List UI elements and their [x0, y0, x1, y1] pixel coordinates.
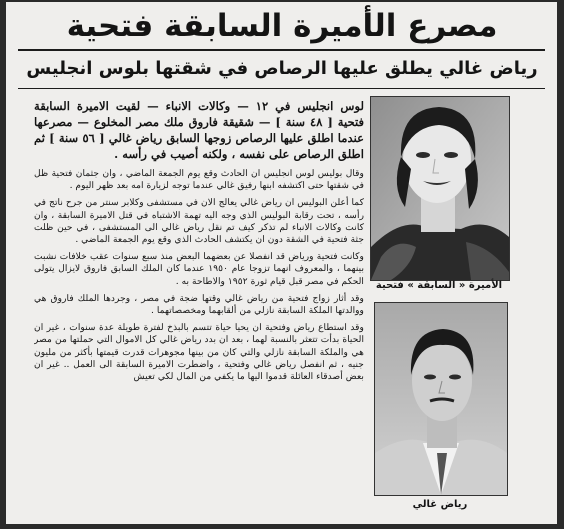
article-paragraph: وقد استطاع رياض وفتحية ان يحيا حياة تتسم بالبذخ لفترة طويلة عدة سنوات ، غير ان الحياة بدأت تتعثر بالنسبة لهما ، بعد ان بدد رياض غالي كل الاموال التي حملتها من مصر هي والملكة السابقة نازلي والتي كان من بينها مجوهرات قدرت قيمتها بأكثر من مليون جنيه ، ثم انفصل رياض غالي وفتحية ، واضطرت الاميرة السابقة الى العمل .. غير ان بعض أصدقاء العائلة قدموا اليها ما يكفي من المال لكي تعيش — [34, 322, 364, 383]
riad-ghali-photo — [374, 302, 508, 496]
article-lead: لوس انجليس في ١٢ — وكالات الانباء — لقيت الاميرة السابقة فتحية [ ٤٨ سنة ] — شقيقة فاروق ملك مصر المخلوع — مصرعها عندما اطلق عليها الرصاص زوجها السابق رياض غالي [ ٥٦ سنة ] ثم اطلق الرصاص على نفسه ، ولكنه أصيب في رأسه . — [34, 99, 364, 161]
headline-rule — [18, 49, 545, 51]
article-paragraph: وقد أثار زواج فتحية من رياض غالي وقتها ضجة في مصر ، وجردها الملك فاروق هي ووالدتها الملكة السابقة نازلي من ألقابهما ومخصصاتهما . — [34, 292, 364, 317]
article-paragraph: كما أعلن البوليس ان رياض غالي يعالج الان في مستشفى وكلابر سنتر من جرح ناتج في رأسه ، تحت رقابة البوليس الذي وجه اليه تهمة الاشتباه في قتل الاميرة السابقة ، وان كانت وكالات الانباء لم تذكر كيف تم نقل رياض غالي الى المستشفى ، في حين ظلت جثة فتحية في الشقة دون ان يكتشف الحادث الذي وقع يوم الجمعة الماضي . — [34, 197, 364, 246]
newspaper-clipping — [6, 2, 557, 524]
riad-ghali-caption: رياض غالي — [412, 499, 468, 510]
article-paragraph: وكانت فتحية ورياض قد انفصلا عن بعضهما البعض منذ سبع سنوات عقب خلافات نشبت بينهما ، والمعروف انهما تزوجا عام ١٩٥٠ عندما كان الملك السابق فاروق لايزال يتولى الحكم في مصر قبل قيام ثورة ١٩٥٢ والاطاحة به . — [34, 251, 364, 287]
princess-photo — [370, 96, 510, 281]
subheadline-rule — [18, 88, 545, 89]
subheadline: رياض غالي يطلق عليها الرصاص في شقتها بلوس انجليس — [26, 58, 538, 79]
headline: مصرع الأميرة السابقة فتحية — [66, 8, 498, 44]
article-body — [34, 98, 364, 508]
princess-caption: الأميرة « السابقة » فتحية — [375, 280, 503, 291]
article-paragraph: وقال بوليس لوس انجليس ان الحادث وقع يوم الجمعة الماضي ، وان جثمان فتحية ظل في شقتها حتى اكتشفه ابنها رفيق غالي عندما توجه لزيارة امه بعد ظهر اليوم . — [34, 168, 364, 192]
